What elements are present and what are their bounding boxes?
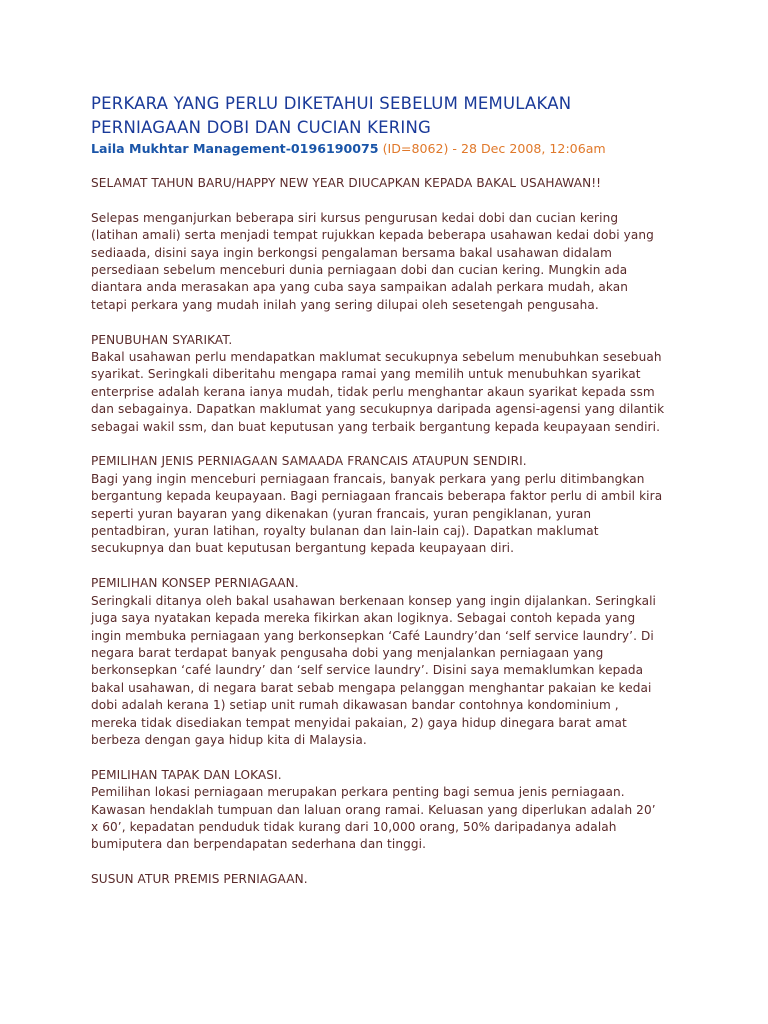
author-name: Laila Mukhtar Management-0196190075 — [91, 141, 379, 156]
text-line: juga saya nyatakan kepada mereka fikirkan akan logiknya. Sebagai contoh kepada yang — [91, 611, 636, 626]
article-paragraph — [91, 767, 728, 854]
text-line: Seringkali ditanya oleh bakal usahawan berkenaan konsep yang ingin dijalankan. Seringkali — [91, 593, 657, 608]
text-line: pentadbiran, yuran latihan, royalty bulanan dan lain-lain caj). Dapatkan maklumat — [91, 524, 599, 539]
text-line: dobi adalah kerana 1) setiap unit rumah dikawasan bandar contohnya kondominium , — [91, 698, 619, 713]
article-paragraph — [91, 175, 728, 192]
article-title — [91, 92, 728, 140]
text-line: sebagai wakil ssm, dan buat keputusan yang terbaik bergantung kepada keupayaan sendiri. — [91, 419, 661, 434]
text-line: PEMILIHAN KONSEP PERNIAGAAN. — [91, 576, 299, 591]
text-line: sediaada, disini saya ingin berkongsi pengalaman bersama bakal usahawan didalam — [91, 245, 613, 260]
text-line: Kawasan hendaklah tumpuan dan laluan orang ramai. Keluasan yang diperlukan adalah 20’ — [91, 802, 656, 817]
text-line: (latihan amali) serta menjadi tempat rujukkan kepada beberapa usahawan kedai dobi yang — [91, 228, 654, 243]
text-line: Selepas menganjurkan beberapa siri kursus pengurusan kedai dobi dan cucian kering — [91, 210, 619, 225]
text-line: PEMILIHAN TAPAK DAN LOKASI. — [91, 767, 282, 782]
text-line: diantara anda merasakan apa yang cuba saya sampaikan adalah perkara mudah, akan — [91, 280, 629, 295]
text-line: berbeza dengan gaya hidup kita di Malaysia. — [91, 732, 367, 747]
text-line: Bakal usahawan perlu mendapatkan maklumat secukupnya sebelum menubuhkan sesebuah — [91, 350, 662, 365]
article-meta — [91, 140, 728, 158]
article-paragraph — [91, 575, 728, 749]
article-paragraph — [91, 871, 728, 888]
text-line: syarikat. Seringkali diberitahu mengapa ramai yang memilih untuk menubuhkan syarikat — [91, 367, 641, 382]
text-line: secukupnya dan buat keputusan bergantung kepada keupayaan diri. — [91, 541, 515, 556]
text-line: x 60’, kepadatan penduduk tidak kurang dari 10,000 orang, 50% daripadanya adalah — [91, 819, 617, 834]
text-line: Pemilihan lokasi perniagaan merupakan perkara penting bagi semua jenis perniagaan. — [91, 785, 625, 800]
title-line: PERNIAGAAN DOBI DAN CUCIAN KERING — [91, 118, 432, 137]
text-line: tetapi perkara yang mudah inilah yang sering dilupai oleh sesetengah pengusaha. — [91, 297, 599, 312]
text-line: dan sebagainya. Dapatkan maklumat yang secukupnya daripada agensi-agensi yang dilantik — [91, 402, 665, 417]
article-paragraph — [91, 453, 728, 557]
text-line: Bagi yang ingin menceburi perniagaan francais, banyak perkara yang perlu ditimbangkan — [91, 471, 645, 486]
text-line: bumiputera dan berpendapatan sederhana dan tinggi. — [91, 837, 427, 852]
article-paragraph — [91, 332, 728, 436]
text-line: ingin membuka perniagaan yang berkonsepkan ‘Café Laundry’dan ‘self service laundry’. Di — [91, 628, 654, 643]
text-line: SUSUN ATUR PREMIS PERNIAGAAN. — [91, 872, 308, 887]
text-line: seperti yuran bayaran yang dikenakan (yuran francais, yuran pengiklanan, yuran — [91, 506, 592, 521]
title-line: PERKARA YANG PERLU DIKETAHUI SEBELUM MEMULAKAN — [91, 94, 572, 113]
post-details: (ID=8062) - 28 Dec 2008, 12:06am — [378, 141, 606, 156]
text-line: mereka tidak disediakan tempat menyidai pakaian, 2) gaya hidup dinegara barat amat — [91, 715, 627, 730]
text-line: bakal usahawan, di negara barat sebab mengapa pelanggan menghantar pakaian ke kedai — [91, 680, 652, 695]
text-line: persediaan sebelum menceburi dunia perniagaan dobi dan cucian kering. Mungkin ada — [91, 263, 628, 278]
text-line: PENUBUHAN SYARIKAT. — [91, 332, 233, 347]
text-line: negara barat terdapat banyak pengusaha dobi yang menjalankan perniagaan yang — [91, 645, 604, 660]
text-line: enterprise adalah kerana ianya mudah, tidak perlu menghantar akaun syarikat kepada ssm — [91, 384, 655, 399]
text-line: SELAMAT TAHUN BARU/HAPPY NEW YEAR DIUCAPKAN KEPADA BAKAL USAHAWAN!! — [91, 176, 602, 190]
text-line: bergantung kepada keupayaan. Bagi perniagaan francais beberapa faktor perlu di ambil kira — [91, 489, 663, 504]
article-body — [91, 175, 728, 889]
text-line: PEMILIHAN JENIS PERNIAGAAN SAMAADA FRANCAIS ATAUPUN SENDIRI. — [91, 454, 527, 469]
text-line: berkonsepkan ‘café laundry’ dan ‘self service laundry’. Disini saya memaklumkan kepada — [91, 663, 644, 678]
article-paragraph — [91, 210, 728, 314]
